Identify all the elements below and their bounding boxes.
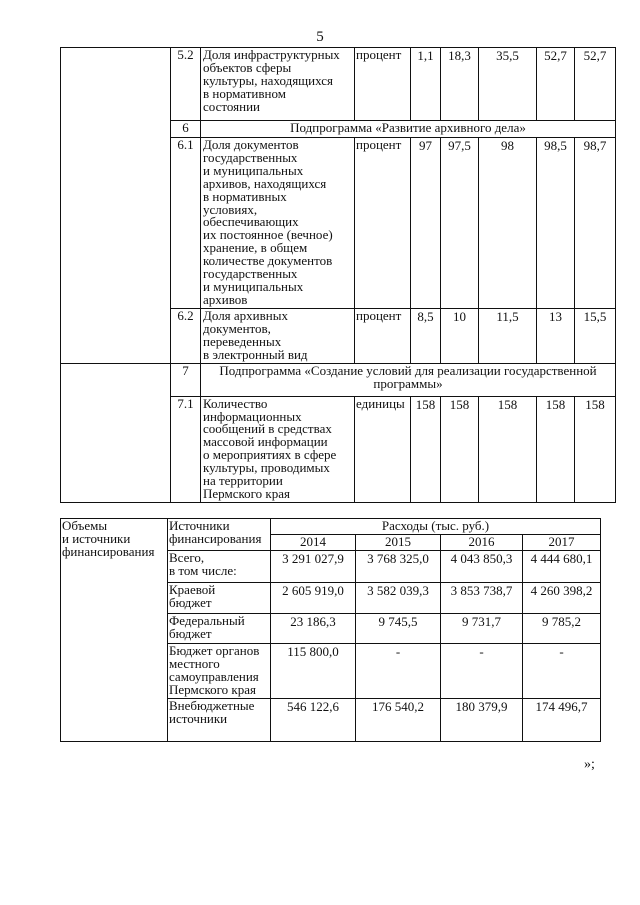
financing-amount: 3 768 325,0	[356, 551, 441, 583]
financing-amount: 9 731,7	[441, 614, 523, 644]
indicator-value: 158	[537, 396, 575, 502]
year-header: 2016	[441, 535, 523, 551]
financing-amount: 115 800,0	[271, 644, 356, 699]
indicator-unit: единицы	[355, 396, 411, 502]
financing-amount: 4 444 680,1	[523, 551, 601, 583]
financing-source: Всего, в том числе:	[168, 551, 271, 583]
financing-amount: 176 540,2	[356, 698, 441, 741]
indicator-value: 10	[441, 309, 479, 364]
financing-amount: 3 582 039,3	[356, 583, 441, 614]
indicators-table	[60, 47, 616, 503]
subprogram-title: Подпрограмма «Развитие архивного дела»	[201, 121, 616, 138]
indicator-value: 97,5	[441, 138, 479, 309]
indicator-value: 98,5	[537, 138, 575, 309]
indicator-value: 1,1	[411, 48, 441, 121]
financing-amount: 3 853 738,7	[441, 583, 523, 614]
indicator-name: Доля архивных документов, переведенных в электронный вид	[201, 309, 355, 364]
financing-amount: 4 260 398,2	[523, 583, 601, 614]
financing-source: Краевой бюджет	[168, 583, 271, 614]
financing-amount: 4 043 850,3	[441, 551, 523, 583]
sources-header: Источники финансирования	[168, 519, 271, 551]
financing-source: Внебюджетные источники	[168, 698, 271, 741]
financing-amount: 3 291 027,9	[271, 551, 356, 583]
financing-amount: 9 745,5	[356, 614, 441, 644]
subprogram-row	[61, 363, 616, 396]
indicator-name: Количество информационных сообщений в средствах массовой информации о мероприятиях в сфере культуры, проводимых на территории Пермского края	[201, 396, 355, 502]
blank-cell	[61, 363, 171, 502]
indicator-unit: процент	[355, 309, 411, 364]
financing-amount: -	[356, 644, 441, 699]
closing-quote-mark: »;	[584, 757, 595, 772]
blank-cell	[61, 48, 171, 364]
indicator-value: 11,5	[479, 309, 537, 364]
indicator-value: 158	[479, 396, 537, 502]
indicator-value: 52,7	[575, 48, 616, 121]
financing-amount: 23 186,3	[271, 614, 356, 644]
indicator-value: 158	[441, 396, 479, 502]
indicator-unit: процент	[355, 48, 411, 121]
indicator-number: 7.1	[171, 396, 201, 502]
page-number: 5	[316, 29, 324, 45]
financing-amount: 2 605 919,0	[271, 583, 356, 614]
indicator-value: 158	[575, 396, 616, 502]
subprogram-number: 6	[171, 121, 201, 138]
year-header: 2014	[271, 535, 356, 551]
indicator-value: 18,3	[441, 48, 479, 121]
financing-amount: -	[441, 644, 523, 699]
indicator-value: 158	[411, 396, 441, 502]
financing-amount: 174 496,7	[523, 698, 601, 741]
indicator-number: 6.2	[171, 309, 201, 364]
indicator-number: 6.1	[171, 138, 201, 309]
financing-table	[60, 518, 601, 742]
indicator-value: 97	[411, 138, 441, 309]
year-header: 2017	[523, 535, 601, 551]
indicator-number: 5.2	[171, 48, 201, 121]
expenses-header: Расходы (тыс. руб.)	[271, 519, 601, 535]
financing-source: Бюджет органов местного самоуправления Пермского края	[168, 644, 271, 699]
financing-amount: 180 379,9	[441, 698, 523, 741]
indicator-value: 52,7	[537, 48, 575, 121]
financing-header-row	[61, 519, 601, 535]
financing-amount: 9 785,2	[523, 614, 601, 644]
indicator-value: 98	[479, 138, 537, 309]
indicator-value: 13	[537, 309, 575, 364]
subprogram-title: Подпрограмма «Создание условий для реализации государственной программы»	[201, 363, 616, 396]
indicator-name: Доля инфраструктурных объектов сферы культуры, находящихся в нормативном состоянии	[201, 48, 355, 121]
indicator-value: 35,5	[479, 48, 537, 121]
indicator-value: 15,5	[575, 309, 616, 364]
indicator-value: 8,5	[411, 309, 441, 364]
financing-source: Федеральный бюджет	[168, 614, 271, 644]
year-header: 2015	[356, 535, 441, 551]
financing-amount: -	[523, 644, 601, 699]
indicator-value: 98,7	[575, 138, 616, 309]
financing-amount: 546 122,6	[271, 698, 356, 741]
indicator-name: Доля документов государственных и муниципальных архивов, находящихся в нормативных условиях, обеспечивающих их постоянное (вечное) хранение, в общем количестве документов государственных и муниципальных архивов	[201, 138, 355, 309]
subprogram-number: 7	[171, 363, 201, 396]
indicator-row	[61, 48, 616, 121]
financing-section-label: Объемы и источники финансирования	[61, 519, 168, 742]
indicator-unit: процент	[355, 138, 411, 309]
